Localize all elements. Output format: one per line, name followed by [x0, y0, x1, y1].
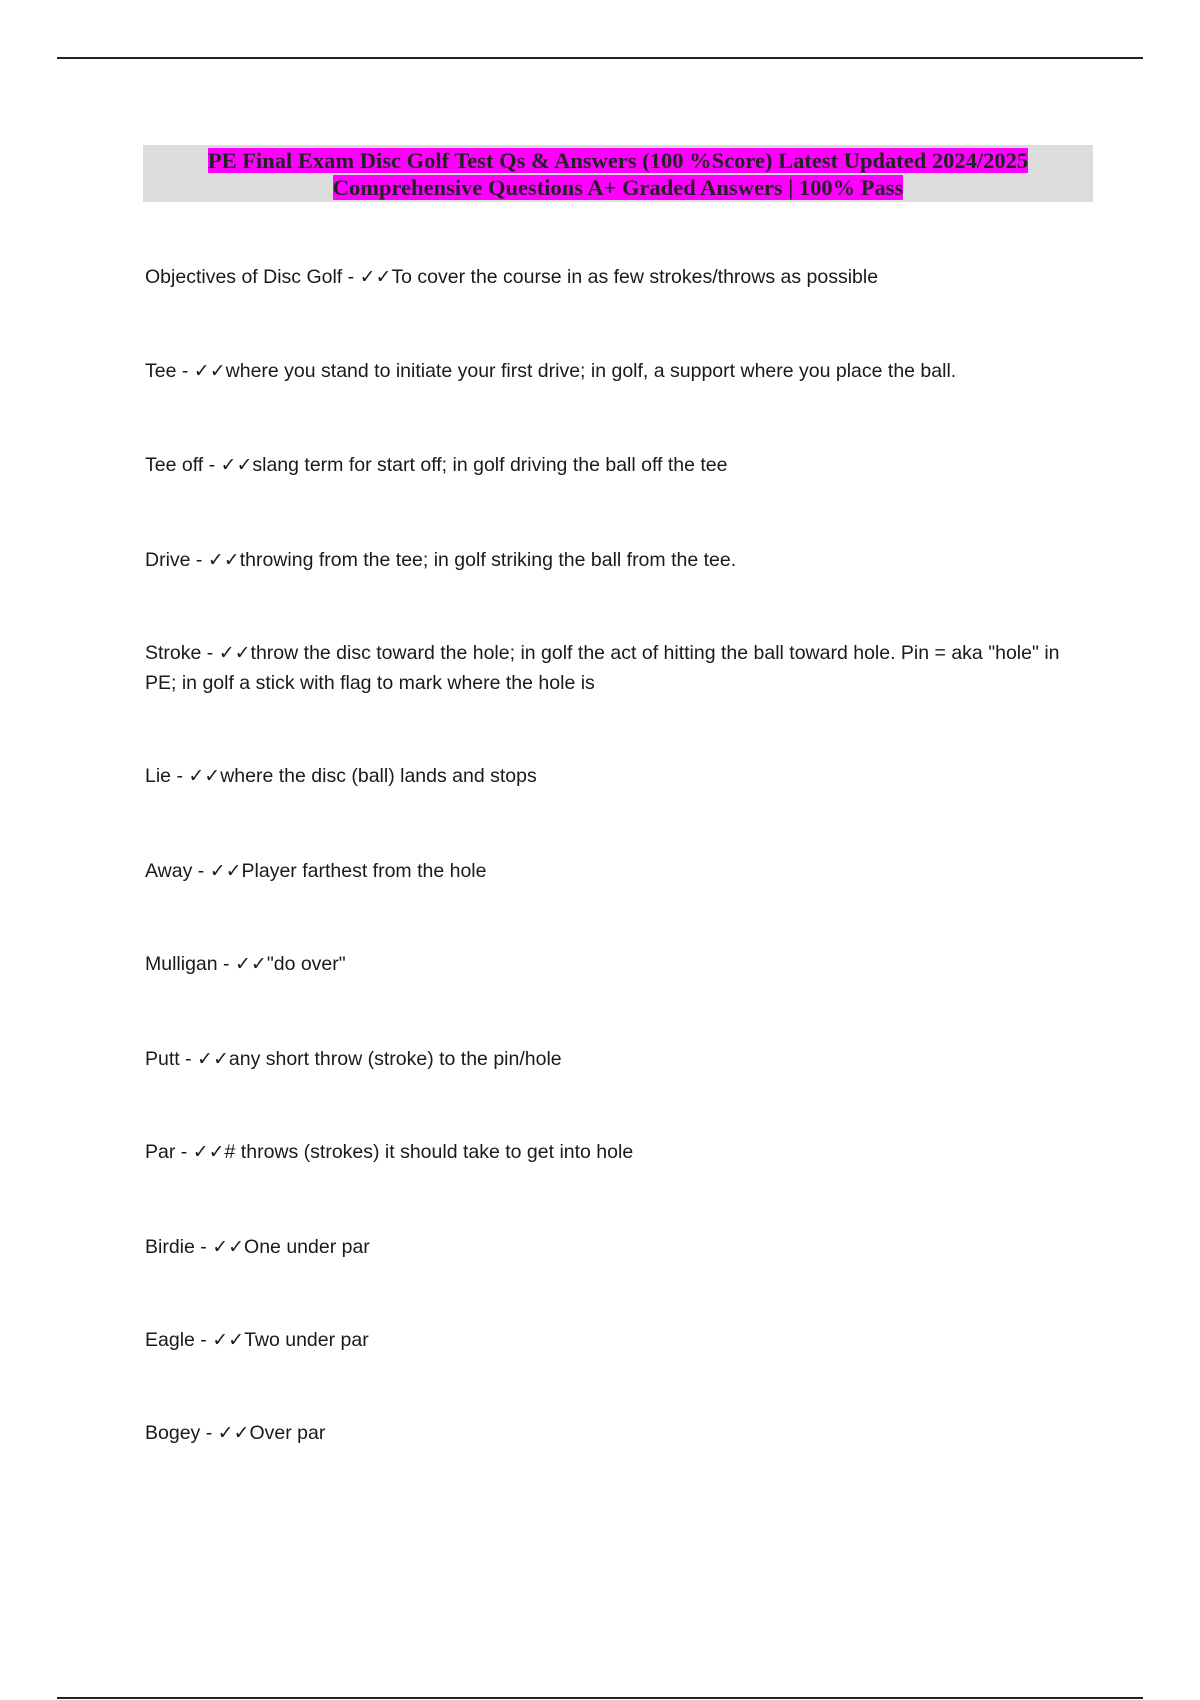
entry-definition: any short throw (stroke) to the pin/hole [228, 1048, 562, 1070]
entry-separator: - [171, 765, 189, 787]
entry-term: Putt [145, 1048, 180, 1070]
entry-definition: One under par [244, 1236, 370, 1258]
entry-term: Drive [145, 549, 191, 571]
double-check-icon: ✓✓ [209, 860, 242, 882]
qa-entry [145, 262, 1065, 292]
entry-separator: - [217, 953, 235, 975]
entry-separator: - [342, 266, 360, 288]
entry-separator: - [190, 549, 208, 571]
entry-term: Tee off [145, 454, 204, 476]
entry-term: Away [145, 860, 193, 882]
double-check-icon: ✓✓ [197, 1048, 229, 1070]
entry-term: Birdie [145, 1236, 195, 1258]
entry-definition: throwing from the tee; in golf striking the ball from the tee. [239, 549, 737, 571]
entry-definition: "do over" [266, 953, 346, 975]
entry-term: Tee [145, 360, 177, 382]
qa-entry [145, 856, 1065, 886]
entry-definition: Two under par [244, 1329, 369, 1351]
footer-rule [57, 1697, 1143, 1699]
entry-separator: - [176, 360, 194, 382]
qa-entry [145, 545, 1065, 575]
qa-entry [145, 1137, 1065, 1167]
qa-entry [145, 638, 1065, 698]
double-check-icon: ✓✓ [220, 454, 253, 476]
entry-definition: Player farthest from the hole [241, 860, 487, 882]
entry-definition: slang term for start off; in golf driving the ball off the tee [252, 454, 728, 476]
entry-separator: - [194, 1329, 213, 1351]
double-check-icon: ✓✓ [359, 266, 392, 288]
double-check-icon: ✓✓ [212, 1329, 245, 1351]
qa-entry [145, 450, 1065, 480]
qa-entry [145, 1418, 1065, 1448]
entry-separator: - [194, 1236, 213, 1258]
entry-term: Lie [145, 765, 172, 787]
double-check-icon: ✓✓ [218, 642, 251, 664]
double-check-icon: ✓✓ [188, 765, 221, 787]
qa-entry [145, 949, 1065, 979]
entry-definition: where the disc (ball) lands and stops [220, 765, 537, 787]
entry-separator: - [175, 1141, 193, 1163]
entry-definition: # throws (strokes) it should take to get into hole [224, 1141, 634, 1163]
title-line-1: PE Final Exam Disc Golf Test Qs & Answers (100 %Score) Latest Updated 2024/2025 [207, 148, 1029, 173]
qa-entry [145, 1325, 1065, 1355]
double-check-icon: ✓✓ [207, 549, 240, 571]
document-title [143, 145, 1093, 202]
qa-entry [145, 356, 1065, 386]
entry-separator: - [200, 1422, 218, 1444]
entry-term: Objectives of Disc Golf [145, 266, 343, 288]
qa-entry [145, 1232, 1065, 1262]
double-check-icon: ✓✓ [234, 953, 267, 975]
entry-separator: - [192, 860, 210, 882]
entry-term: Stroke [145, 642, 202, 664]
header-rule [57, 57, 1143, 59]
entry-definition: To cover the course in as few strokes/throws as possible [391, 266, 879, 288]
qa-entry [145, 1044, 1065, 1074]
entry-separator: - [179, 1048, 198, 1070]
qa-entry [145, 761, 1065, 791]
double-check-icon: ✓✓ [192, 1141, 225, 1163]
entry-separator: - [203, 454, 221, 476]
entry-definition: throw the disc toward the hole; in golf the act of hitting the ball toward hole. Pin = aka "hole" in PE; in golf a stick with flag to mark where the hole is [145, 642, 1060, 694]
entry-separator: - [201, 642, 219, 664]
entry-definition: Over par [249, 1422, 326, 1444]
entry-term: Bogey [145, 1422, 201, 1444]
double-check-icon: ✓✓ [217, 1422, 250, 1444]
entry-term: Par [145, 1141, 176, 1163]
double-check-icon: ✓✓ [193, 360, 226, 382]
title-line-2: Comprehensive Questions A+ Graded Answers | 100% Pass [332, 175, 904, 200]
entry-term: Mulligan [145, 953, 218, 975]
entry-term: Eagle [145, 1329, 195, 1351]
double-check-icon: ✓✓ [212, 1236, 245, 1258]
entry-definition: where you stand to initiate your first drive; in golf, a support where you place the ball. [225, 360, 957, 382]
